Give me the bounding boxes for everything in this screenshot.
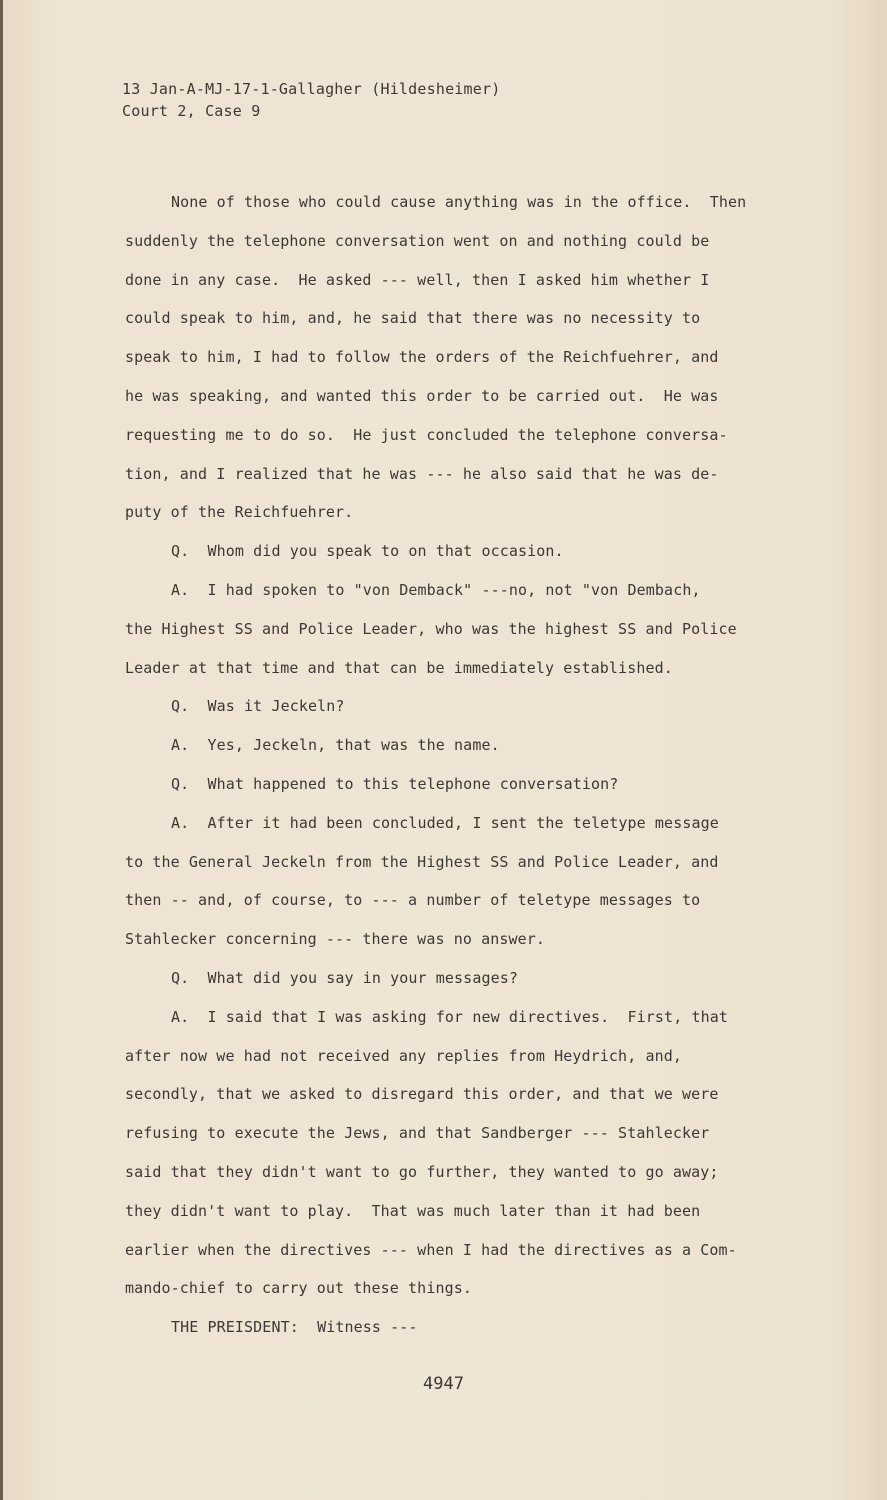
- header-court-line: Court 2, Case 9: [122, 102, 261, 120]
- transcript-line: Leader at that time and that can be immediately established.: [125, 658, 673, 677]
- transcript-line: could speak to him, and, he said that there was no necessity to: [125, 309, 701, 328]
- transcript-line: A. Yes, Jeckeln, that was the name.: [171, 736, 500, 755]
- transcript-line: Q. Whom did you speak to on that occasion.: [171, 542, 564, 561]
- transcript-line: A. After it had been concluded, I sent the teletype message: [171, 813, 719, 832]
- transcript-line: done in any case. He asked --- well, then I asked him whether I: [125, 270, 710, 289]
- transcript-line: after now we had not received any replies from Heydrich, and,: [125, 1046, 682, 1065]
- transcript-line: earlier when the directives --- when I had the directives as a Com-: [125, 1240, 737, 1259]
- transcript-line: refusing to execute the Jews, and that Sandberger --- Stahlecker: [125, 1124, 710, 1143]
- page-number: 4947: [423, 1374, 464, 1394]
- transcript-line: None of those who could cause anything was in the office. Then: [171, 193, 747, 211]
- page-edge: [0, 0, 3, 1500]
- transcript-line: speak to him, I had to follow the orders of the Reichfuehrer, and: [125, 348, 719, 367]
- transcript-line: to the General Jeckeln from the Highest SS and Police Leader, and: [125, 852, 719, 871]
- document-header: [122, 78, 500, 122]
- transcript-line: said that they didn't want to go further, they wanted to go away;: [125, 1162, 719, 1181]
- transcript-line: suddenly the telephone conversation went on and nothing could be: [125, 231, 710, 250]
- transcript-line: A. I said that I was asking for new directives. First, that: [171, 1007, 728, 1026]
- transcript-line: Q. What did you say in your messages?: [171, 968, 518, 987]
- transcript-line: A. I had spoken to "von Demback" ---no, not "von Dembach,: [171, 580, 701, 599]
- transcript-body: [125, 188, 775, 1352]
- transcript-line: Stahlecker concerning --- there was no answer.: [125, 930, 546, 949]
- transcript-line: Q. Was it Jeckeln?: [171, 697, 345, 716]
- transcript-line: the Highest SS and Police Leader, who was the highest SS and Police: [125, 619, 737, 638]
- transcript-line: he was speaking, and wanted this order to be carried out. He was: [125, 386, 719, 405]
- transcript-line: puty of the Reichfuehrer.: [125, 503, 354, 522]
- transcript-line: they didn't want to play. That was much later than it had been: [125, 1201, 701, 1220]
- transcript-line: THE PREISDENT: Witness ---: [171, 1318, 418, 1337]
- transcript-line: secondly, that we asked to disregard this order, and that we were: [125, 1085, 719, 1104]
- transcript-line: tion, and I realized that he was --- he also said that he was de-: [125, 464, 719, 483]
- header-case-line: 13 Jan-A-MJ-17-1-Gallagher (Hildesheimer): [122, 80, 501, 98]
- transcript-line: Q. What happened to this telephone conversation?: [171, 774, 619, 793]
- transcript-line: mando-chief to carry out these things.: [125, 1279, 472, 1298]
- transcript-line: then -- and, of course, to --- a number of teletype messages to: [125, 891, 701, 910]
- transcript-line: requesting me to do so. He just concluded the telephone conversa-: [125, 425, 728, 444]
